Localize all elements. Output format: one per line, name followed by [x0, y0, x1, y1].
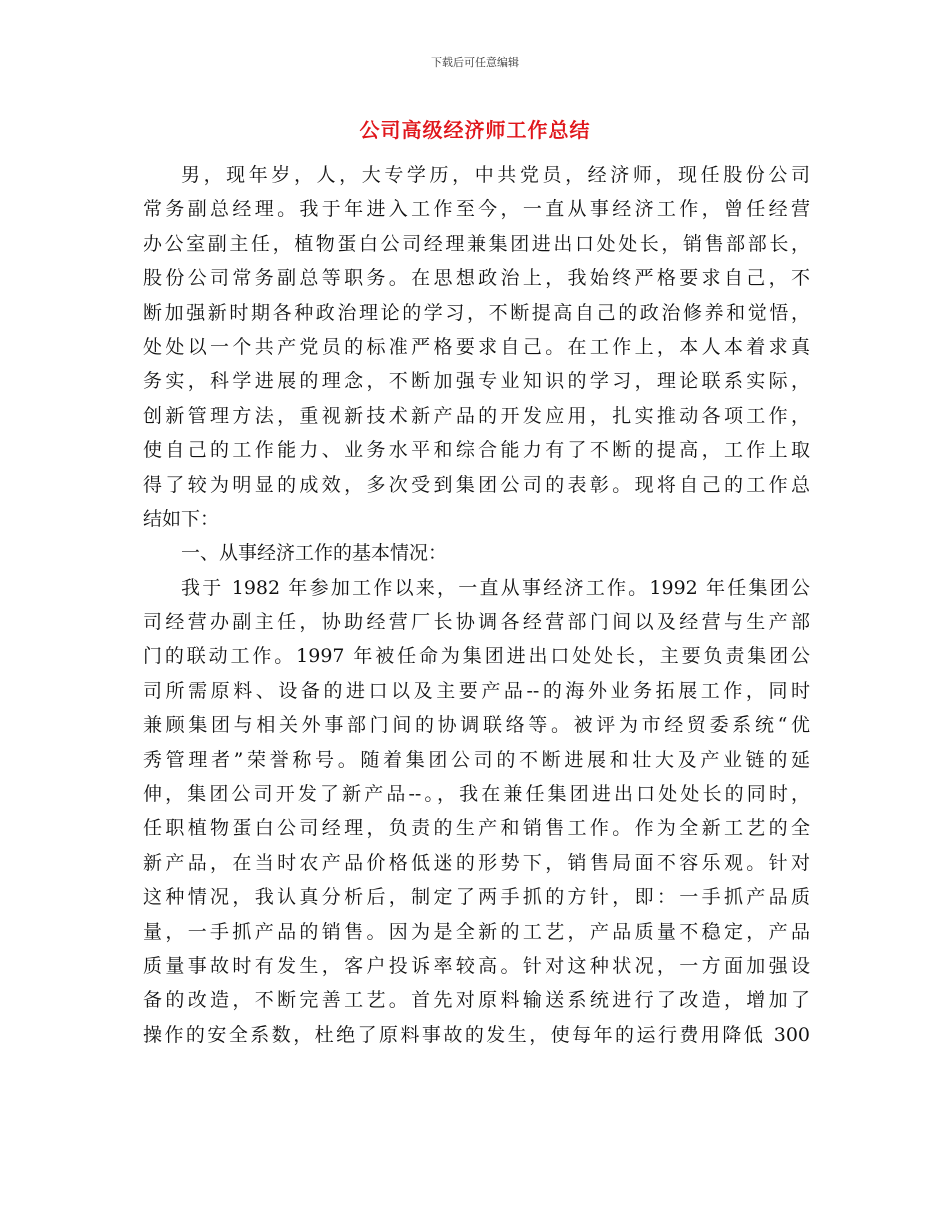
text-line: 量，一手抓产品的销售。因为是全新的工艺，产品质量不稳定，产品: [143, 920, 810, 943]
text-line: 质量事故时有发生，客户投诉率较高。针对这种状况，一方面加强设: [143, 954, 810, 977]
text-line: 处处以一个共产党员的标准严格要求自己。在工作上，本人本着求真: [143, 335, 810, 358]
header-note: 下载后可任意编辑: [431, 56, 519, 69]
text-line: 一、从事经济工作的基本情况：: [181, 542, 448, 565]
text-line: 司经营办副主任，协助经营厂长协调各经营部门间以及经营与生产部: [143, 611, 810, 634]
text-line: 这种情况，我认真分析后，制定了两手抓的方针，即：一手抓产品质: [143, 886, 810, 909]
text-line: 伸，集团公司开发了新产品--。，我在兼任集团进出口处处长的同时，: [143, 783, 810, 806]
text-line: 断加强新时期各种政治理论的学习，不断提高自己的政治修养和觉悟，: [143, 301, 810, 324]
text-line: 常务副总经理。我于年进入工作至今，一直从事经济工作，曾任经营: [143, 198, 810, 221]
text-line: 务实，科学进展的理念，不断加强专业知识的学习，理论联系实际，: [143, 370, 810, 393]
text-line: 兼顾集团与相关外事部门间的协调联络等。被评为市经贸委系统“优: [143, 714, 810, 737]
text-line: 得了较为明显的成效，多次受到集团公司的表彰。现将自己的工作总: [143, 473, 810, 496]
text-line: 股份公司常务副总等职务。在思想政治上，我始终严格要求自己，不: [143, 267, 810, 290]
text-line: 新产品，在当时农产品价格低迷的形势下，销售局面不容乐观。针对: [143, 851, 810, 874]
text-line: 创新管理方法，重视新技术新产品的开发应用，扎实推动各项工作，: [143, 404, 810, 427]
text-line: 结如下：: [143, 507, 220, 530]
text-line: 使自己的工作能力、业务水平和综合能力有了不断的提高，工作上取: [143, 439, 810, 462]
text-line: 办公室副主任，植物蛋白公司经理兼集团进出口处处长，销售部部长，: [143, 232, 810, 255]
text-line: 男，现年岁，人，大专学历，中共党员，经济师，现任股份公司: [181, 164, 810, 186]
text-line: 备的改造，不断完善工艺。首先对原料输送系统进行了改造，增加了: [143, 989, 810, 1012]
text-line: 操作的安全系数，杜绝了原料事故的发生，使每年的运行费用降低 300: [143, 1023, 810, 1046]
text-line: 门的联动工作。1997 年被任命为集团进出口处处长，主要负责集团公: [143, 645, 810, 668]
text-line: 秀管理者”荣誉称号。随着集团公司的不断进展和壮大及产业链的延: [143, 748, 810, 771]
text-line: 任职植物蛋白公司经理，负责的生产和销售工作。作为全新工艺的全: [143, 817, 810, 840]
text-line: 司所需原料、设备的进口以及主要产品--的海外业务拓展工作，同时: [143, 679, 810, 702]
body-text: [143, 158, 810, 1052]
text-line: 我于 1982 年参加工作以来，一直从事经济工作。1992 年任集团公: [181, 576, 810, 599]
page-title: 公司高级经济师工作总结: [359, 118, 591, 142]
